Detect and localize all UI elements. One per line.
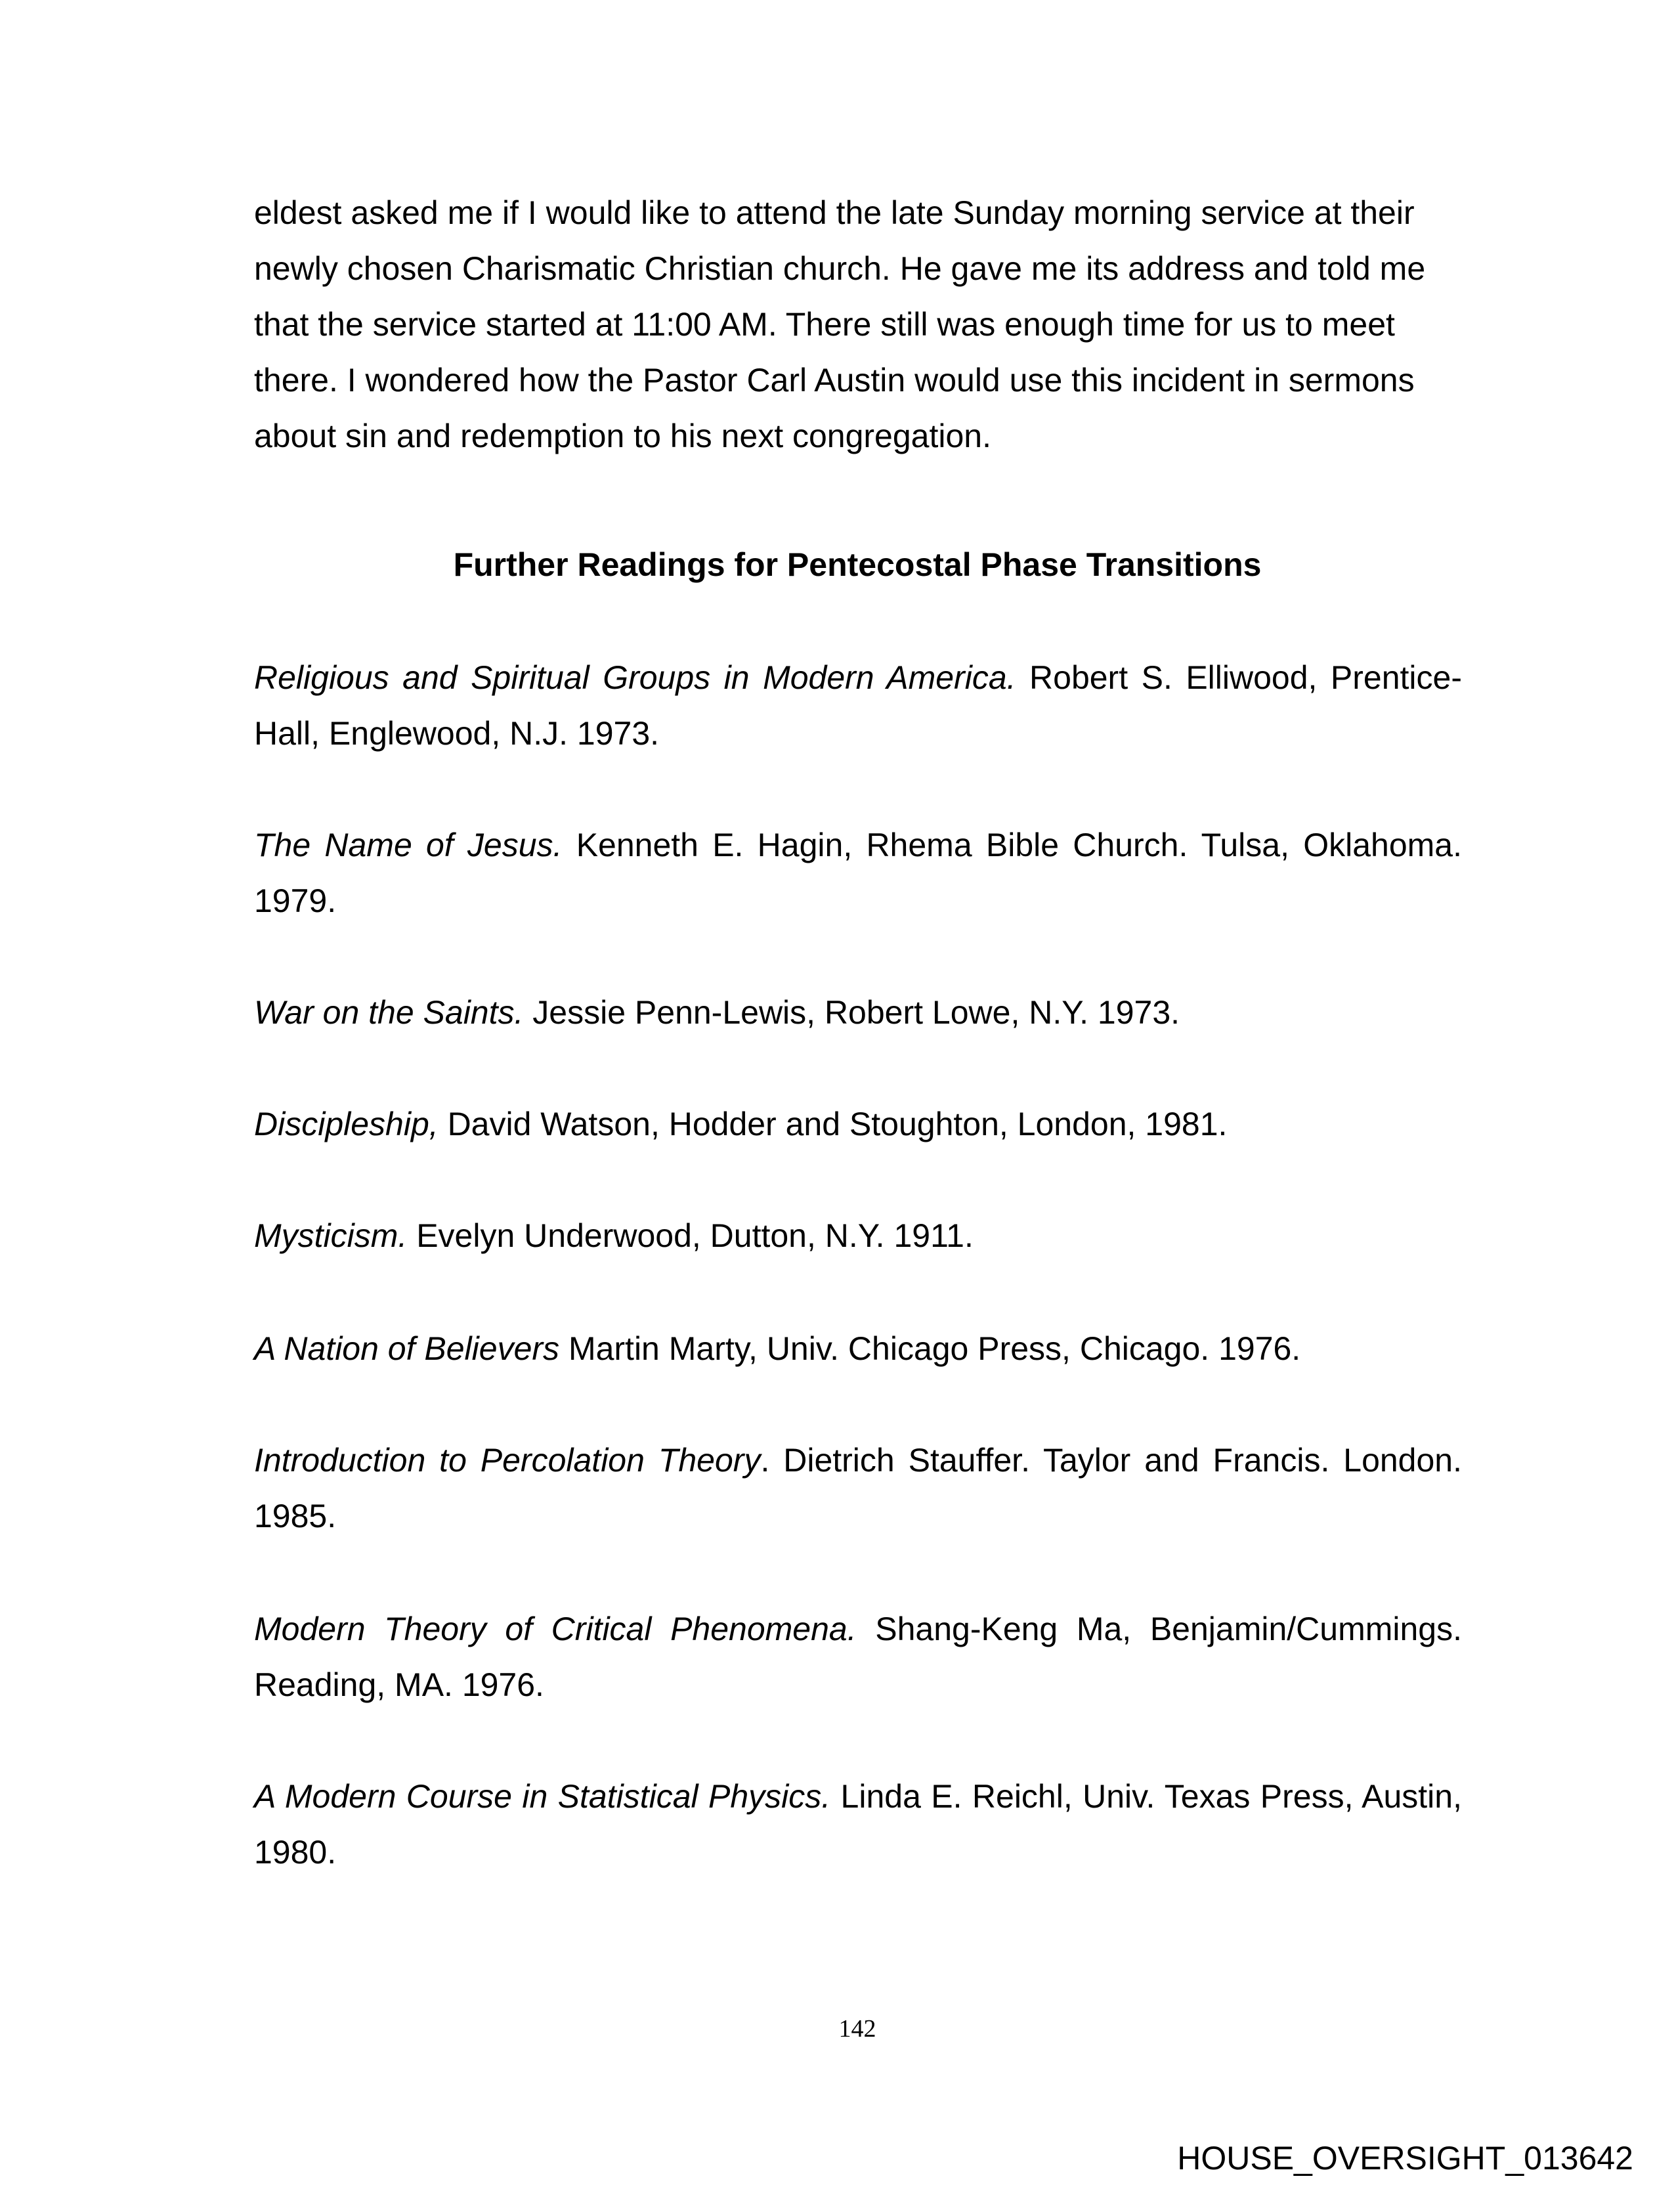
- reference-item: [254, 1433, 1462, 1544]
- reference-title: Religious and Spiritual Groups in Modern America.: [254, 659, 1016, 696]
- paragraph-line: that the service started at 11:00 AM. There still was enough time for us to meet: [254, 306, 1395, 343]
- paragraph-line: newly chosen Charismatic Christian church. He gave me its address and told me: [254, 250, 1426, 287]
- reference-title: The Name of Jesus.: [254, 827, 563, 863]
- reference-details: David Watson, Hodder and Stoughton, London, 1981.: [438, 1106, 1228, 1142]
- reference-title: A Nation of Believers: [254, 1330, 560, 1367]
- reference-title: War on the Saints.: [254, 994, 524, 1031]
- paragraph-line: about sin and redemption to his next congregation.: [254, 418, 991, 454]
- reference-title: Modern Theory of Critical Phenomena.: [254, 1611, 857, 1647]
- reference-item: [254, 650, 1462, 762]
- reference-title: Discipleship,: [254, 1106, 439, 1142]
- reference-details: Jessie Penn-Lewis, Robert Lowe, N.Y. 1973.: [523, 994, 1180, 1031]
- reference-item: [254, 1096, 1462, 1152]
- reference-item: [254, 1601, 1462, 1713]
- document-id-footer: HOUSE_OVERSIGHT_013642: [1177, 2140, 1633, 2177]
- page-number: 142: [838, 2015, 876, 2043]
- paragraph-line: there. I wondered how the Pastor Carl Austin would use this incident in sermons: [254, 362, 1415, 399]
- reference-details: Linda E. Reichl, Univ. Texas Press, Austin, 1980.: [254, 1778, 1462, 1871]
- reference-title: Mysticism.: [254, 1217, 408, 1254]
- reference-item: [254, 1769, 1462, 1880]
- body-paragraph: [254, 185, 1462, 464]
- section-heading: Further Readings for Pentecostal Phase Transitions: [453, 546, 1262, 583]
- reference-details: Kenneth E. Hagin, Rhema Bible Church. Tulsa, Oklahoma. 1979.: [254, 827, 1462, 919]
- reference-details: Shang-Keng Ma, Benjamin/Cummings. Reading, MA. 1976.: [254, 1611, 1462, 1703]
- reference-item: [254, 1321, 1462, 1377]
- reference-title: A Modern Course in Statistical Physics.: [254, 1778, 831, 1815]
- reference-details: . Dietrich Stauffer. Taylor and Francis. London. 1985.: [254, 1442, 1462, 1534]
- reference-details: Robert S. Elliwood, Prentice-Hall, Englewood, N.J. 1973.: [254, 659, 1462, 752]
- reference-details: Evelyn Underwood, Dutton, N.Y. 1911.: [407, 1217, 974, 1254]
- paragraph-line: eldest asked me if I would like to attend the late Sunday morning service at their: [254, 194, 1415, 231]
- reference-item: [254, 985, 1462, 1041]
- reference-item: [254, 817, 1462, 929]
- reference-details: Martin Marty, Univ. Chicago Press, Chicago. 1976.: [559, 1330, 1301, 1367]
- reference-item: [254, 1208, 1462, 1264]
- reference-title: Introduction to Percolation Theory: [254, 1442, 761, 1479]
